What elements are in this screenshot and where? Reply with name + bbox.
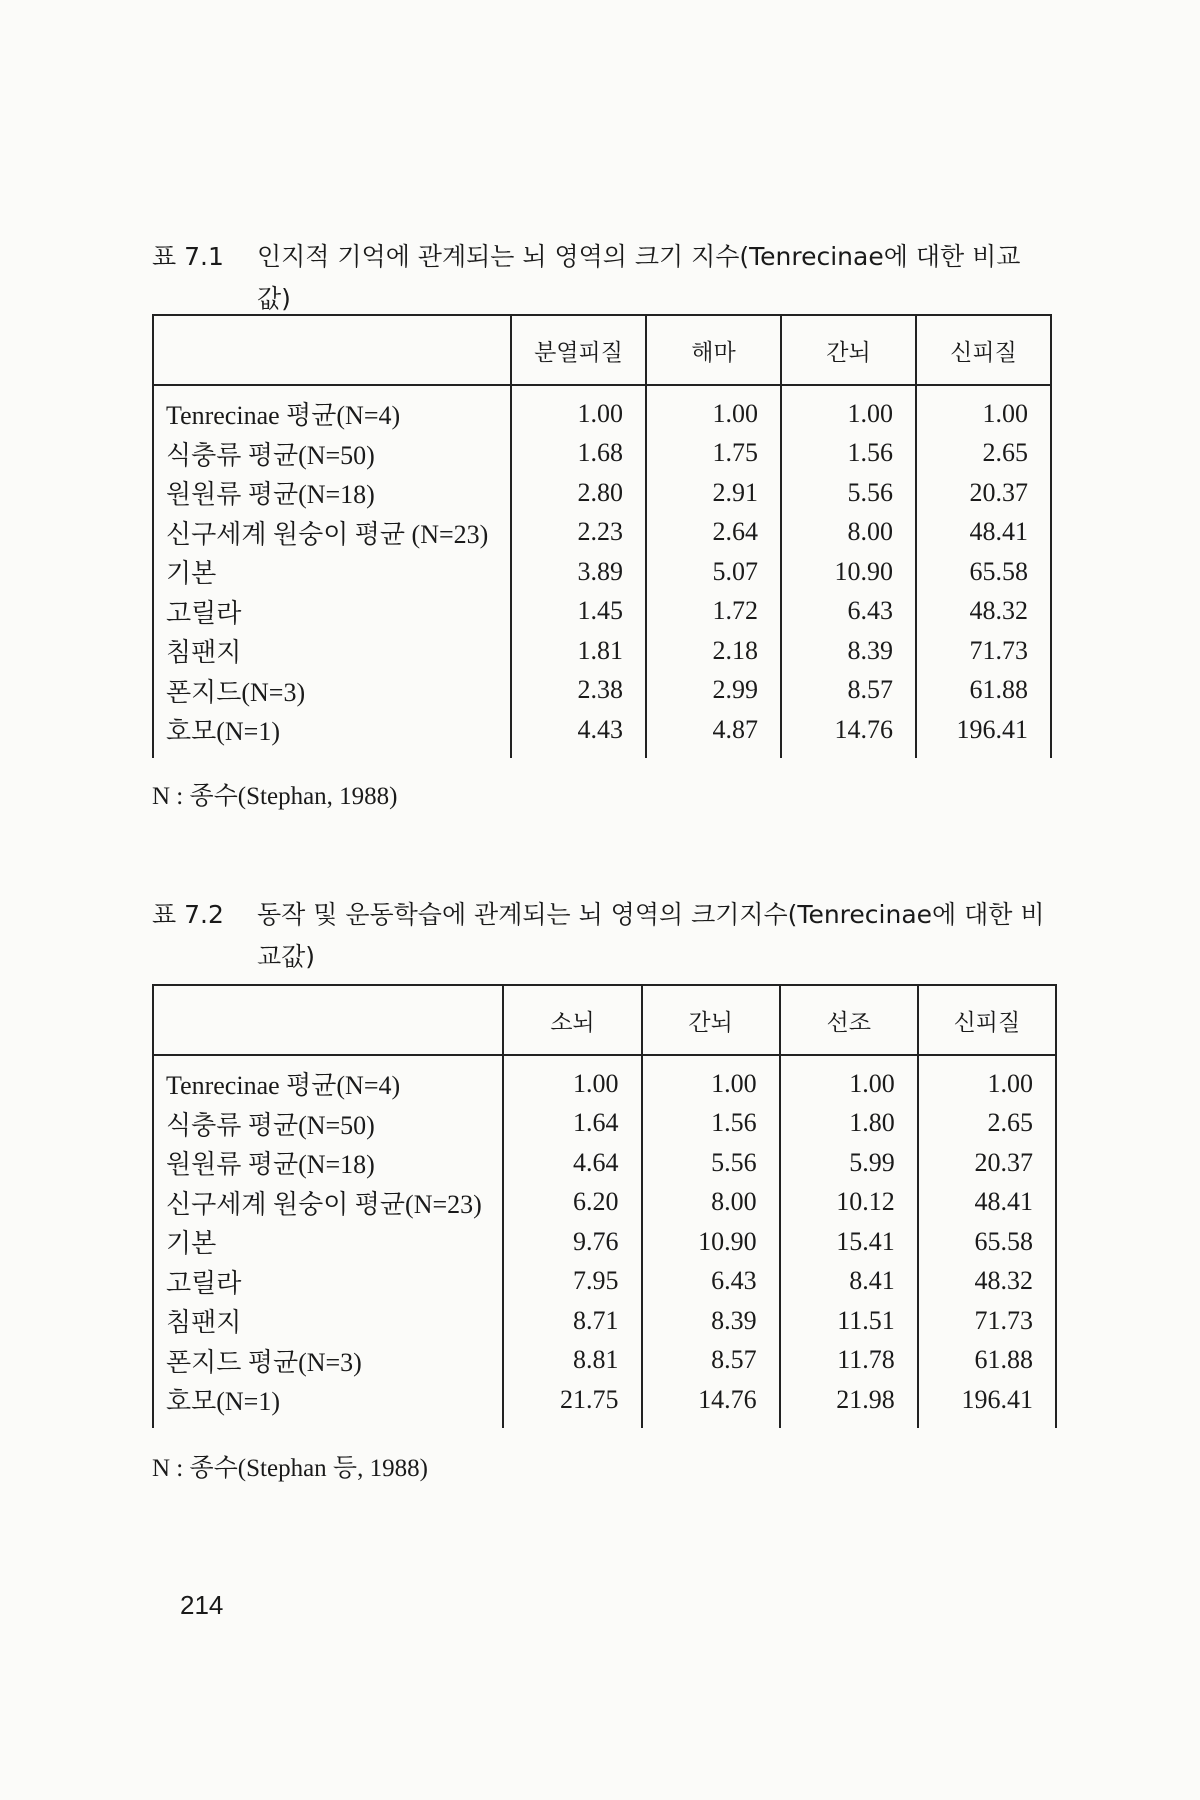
value-cell: 2.23	[511, 513, 646, 553]
value-cell: 1.00	[646, 385, 781, 434]
value-cell: 4.87	[646, 710, 781, 758]
value-cell: 196.41	[918, 1380, 1056, 1428]
value-cell: 1.00	[781, 385, 916, 434]
header-cell-empty	[153, 985, 503, 1055]
value-cell: 6.43	[642, 1262, 780, 1302]
table1	[152, 314, 1052, 758]
value-cell: 5.56	[642, 1143, 780, 1183]
table-row	[153, 1143, 1056, 1183]
value-cell: 71.73	[918, 1301, 1056, 1341]
table1-header-row	[153, 315, 1051, 385]
value-cell: 4.64	[503, 1143, 641, 1183]
value-cell: 2.65	[916, 434, 1051, 474]
row-label: 신구세계 원숭이 평균(N=23)	[153, 1183, 503, 1223]
row-label: Tenrecinae 평균(N=4)	[153, 1055, 503, 1104]
row-label: 고릴라	[153, 1262, 503, 1302]
value-cell: 1.00	[642, 1055, 780, 1104]
table-row	[153, 1301, 1056, 1341]
column-header: 소뇌	[503, 985, 641, 1055]
table-row	[153, 1380, 1056, 1428]
value-cell: 7.95	[503, 1262, 641, 1302]
value-cell: 1.72	[646, 592, 781, 632]
table1-caption	[152, 236, 1052, 320]
value-cell: 65.58	[918, 1222, 1056, 1262]
value-cell: 8.71	[503, 1301, 641, 1341]
table-row	[153, 385, 1051, 434]
column-header: 간뇌	[781, 315, 916, 385]
table-row	[153, 552, 1051, 592]
row-label: 식충류 평균(N=50)	[153, 434, 511, 474]
value-cell: 48.41	[916, 513, 1051, 553]
value-cell: 10.90	[642, 1222, 780, 1262]
value-cell: 4.43	[511, 710, 646, 758]
table-row	[153, 1183, 1056, 1223]
value-cell: 1.00	[503, 1055, 641, 1104]
value-cell: 8.57	[642, 1341, 780, 1381]
table-row	[153, 1222, 1056, 1262]
table-row	[153, 671, 1051, 711]
table2-header-row	[153, 985, 1056, 1055]
value-cell: 1.00	[916, 385, 1051, 434]
value-cell: 10.90	[781, 552, 916, 592]
table-row	[153, 473, 1051, 513]
table2-caption-label: 표 7.2	[152, 900, 224, 929]
table-row	[153, 1341, 1056, 1381]
table-row	[153, 1055, 1056, 1104]
value-cell: 11.51	[780, 1301, 918, 1341]
value-cell: 8.39	[781, 631, 916, 671]
value-cell: 8.41	[780, 1262, 918, 1302]
table2	[152, 984, 1057, 1428]
row-label: 호모(N=1)	[153, 710, 511, 758]
value-cell: 6.20	[503, 1183, 641, 1223]
table2-caption	[152, 894, 1052, 978]
value-cell: 2.91	[646, 473, 781, 513]
table-row	[153, 434, 1051, 474]
value-cell: 2.64	[646, 513, 781, 553]
value-cell: 1.00	[511, 385, 646, 434]
value-cell: 2.99	[646, 671, 781, 711]
value-cell: 5.56	[781, 473, 916, 513]
value-cell: 3.89	[511, 552, 646, 592]
value-cell: 1.56	[781, 434, 916, 474]
row-label: 식충류 평균(N=50)	[153, 1104, 503, 1144]
row-label: 침팬지	[153, 1301, 503, 1341]
column-header: 해마	[646, 315, 781, 385]
value-cell: 2.80	[511, 473, 646, 513]
table-row	[153, 592, 1051, 632]
table1-caption-continuation: 값)	[257, 284, 291, 313]
value-cell: 1.00	[918, 1055, 1056, 1104]
value-cell: 1.68	[511, 434, 646, 474]
value-cell: 1.45	[511, 592, 646, 632]
row-label: 원원류 평균(N=18)	[153, 1143, 503, 1183]
table2-note: N : 종수(Stephan 등, 1988)	[152, 1455, 428, 1482]
value-cell: 10.12	[780, 1183, 918, 1223]
row-label: 기본	[153, 552, 511, 592]
table2-caption-title: 동작 및 운동학습에 관계되는 뇌 영역의 크기지수(Tenrecinae에 대한 비	[257, 900, 1045, 929]
value-cell: 1.64	[503, 1104, 641, 1144]
value-cell: 8.39	[642, 1301, 780, 1341]
value-cell: 9.76	[503, 1222, 641, 1262]
table2-caption-continuation: 교값)	[257, 942, 316, 971]
value-cell: 8.00	[642, 1183, 780, 1223]
value-cell: 11.78	[780, 1341, 918, 1381]
value-cell: 2.65	[918, 1104, 1056, 1144]
value-cell: 5.99	[780, 1143, 918, 1183]
row-label: 고릴라	[153, 592, 511, 632]
column-header: 선조	[780, 985, 918, 1055]
value-cell: 20.37	[918, 1143, 1056, 1183]
row-label: 신구세계 원숭이 평균 (N=23)	[153, 513, 511, 553]
value-cell: 6.43	[781, 592, 916, 632]
value-cell: 21.98	[780, 1380, 918, 1428]
value-cell: 2.38	[511, 671, 646, 711]
value-cell: 5.07	[646, 552, 781, 592]
value-cell: 2.18	[646, 631, 781, 671]
row-label: 침팬지	[153, 631, 511, 671]
column-header: 간뇌	[642, 985, 780, 1055]
value-cell: 1.56	[642, 1104, 780, 1144]
value-cell: 1.81	[511, 631, 646, 671]
column-header: 신피질	[918, 985, 1056, 1055]
table-row	[153, 631, 1051, 671]
table-row	[153, 513, 1051, 553]
value-cell: 14.76	[781, 710, 916, 758]
row-label: 폰지드 평균(N=3)	[153, 1341, 503, 1381]
table-row	[153, 1104, 1056, 1144]
page-number: 214	[180, 1590, 224, 1620]
row-label: 기본	[153, 1222, 503, 1262]
value-cell: 15.41	[780, 1222, 918, 1262]
value-cell: 1.75	[646, 434, 781, 474]
value-cell: 8.81	[503, 1341, 641, 1381]
table1-note: N : 종수(Stephan, 1988)	[152, 783, 398, 810]
value-cell: 48.32	[916, 592, 1051, 632]
value-cell: 1.80	[780, 1104, 918, 1144]
value-cell: 20.37	[916, 473, 1051, 513]
value-cell: 14.76	[642, 1380, 780, 1428]
value-cell: 61.88	[916, 671, 1051, 711]
column-header: 분열피질	[511, 315, 646, 385]
column-header: 신피질	[916, 315, 1051, 385]
row-label: 폰지드(N=3)	[153, 671, 511, 711]
table-row	[153, 710, 1051, 758]
value-cell: 65.58	[916, 552, 1051, 592]
header-cell-empty	[153, 315, 511, 385]
value-cell: 61.88	[918, 1341, 1056, 1381]
value-cell: 21.75	[503, 1380, 641, 1428]
value-cell: 196.41	[916, 710, 1051, 758]
row-label: 원원류 평균(N=18)	[153, 473, 511, 513]
value-cell: 48.32	[918, 1262, 1056, 1302]
table-row	[153, 1262, 1056, 1302]
value-cell: 48.41	[918, 1183, 1056, 1223]
row-label: 호모(N=1)	[153, 1380, 503, 1428]
table1-caption-title: 인지적 기억에 관계되는 뇌 영역의 크기 지수(Tenrecinae에 대한 비교	[257, 242, 1021, 271]
table1-caption-label: 표 7.1	[152, 242, 224, 271]
value-cell: 71.73	[916, 631, 1051, 671]
value-cell: 8.57	[781, 671, 916, 711]
row-label: Tenrecinae 평균(N=4)	[153, 385, 511, 434]
value-cell: 8.00	[781, 513, 916, 553]
value-cell: 1.00	[780, 1055, 918, 1104]
